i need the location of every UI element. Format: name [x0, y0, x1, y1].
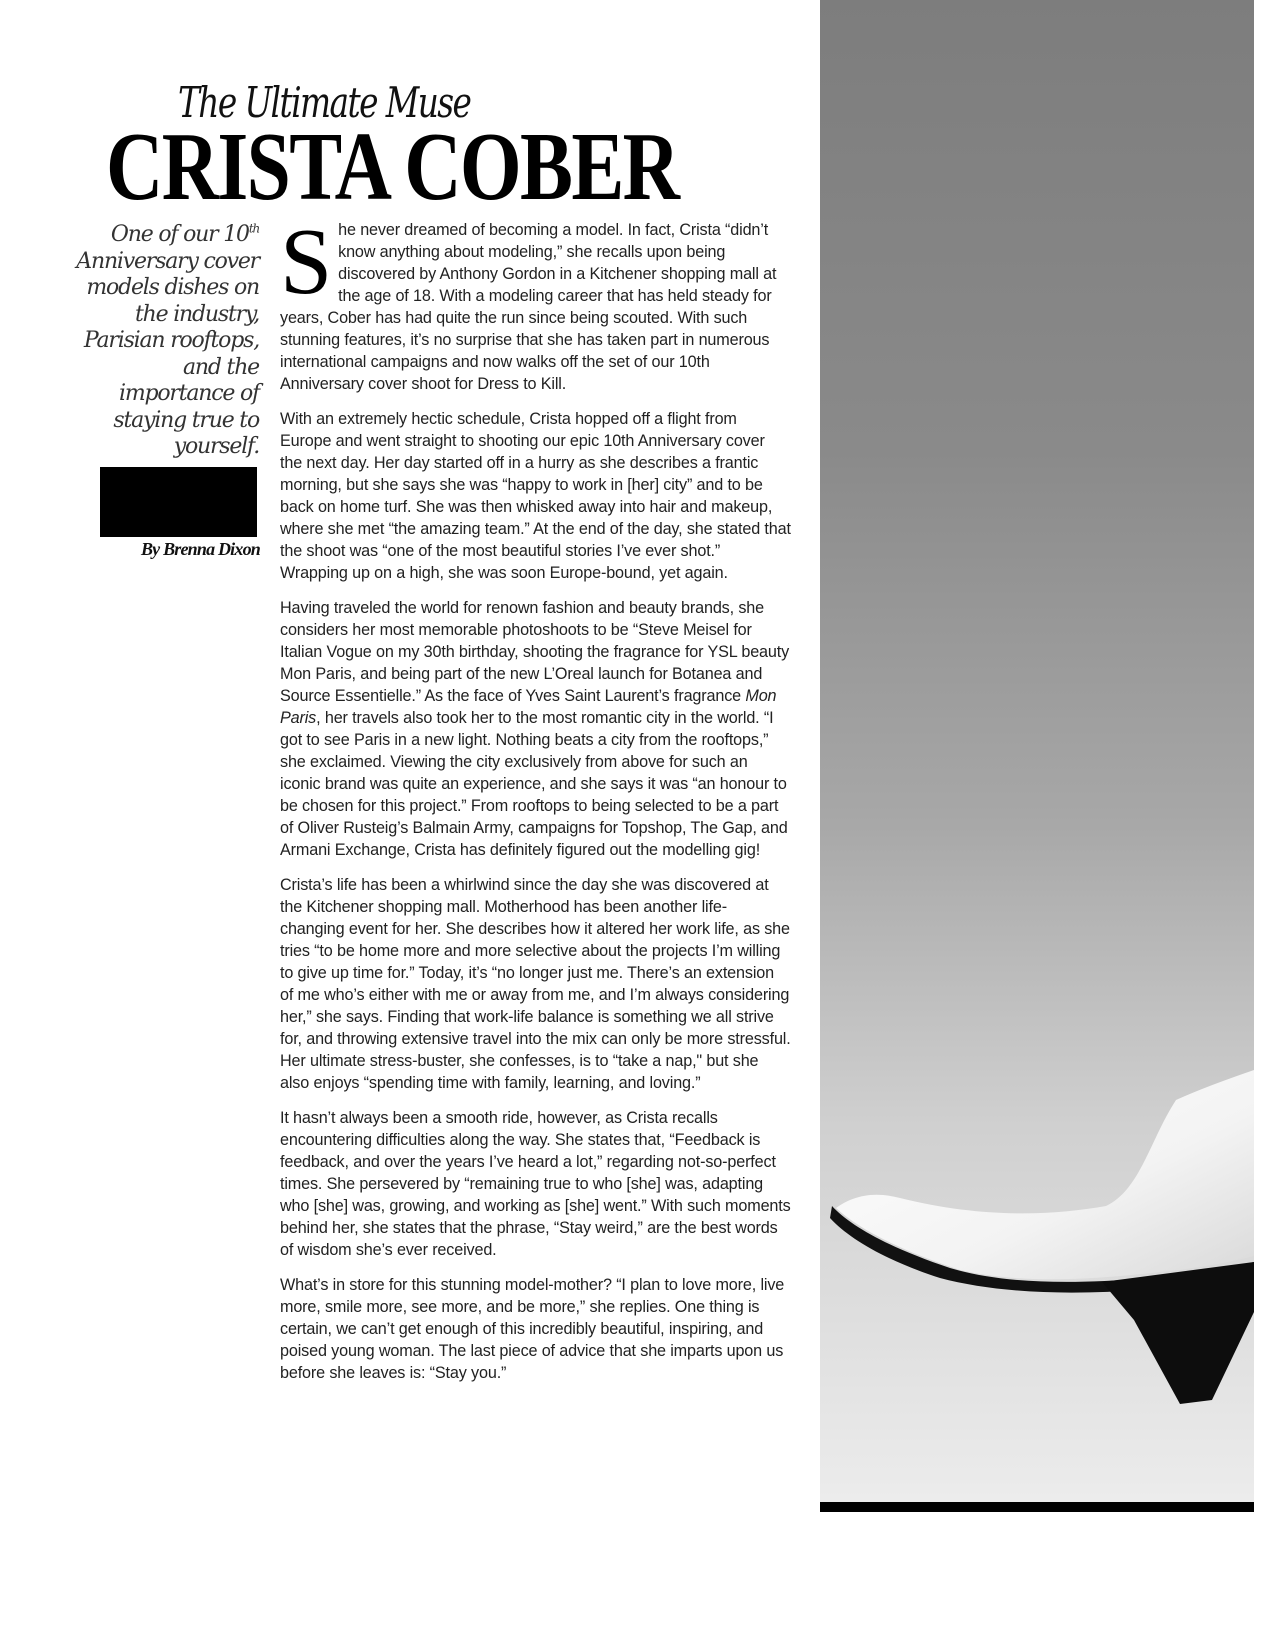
article-body	[280, 210, 791, 1397]
paragraph-4: Crista’s life has been a whirlwind since the day she was discovered at the Kitchener shopping mall. Motherhood has been another life-changing event for her. She describes how it altered her work life, as she tries “to be home more and more selective about the projects I’m willing to give up time for.” Today, it’s “no longer just me. There’s an extension of me who’s either with me or away from me, and I’m always considering her,” she says. Finding that work-life balance is something we all strive for, and throwing extensive travel into the mix can only be more stressful. Her ultimate stress-buster, she confesses, is to “take a nap," but she also enjoys “spending time with family, learning, and loving.”	[280, 876, 791, 1092]
paragraph-3	[280, 597, 791, 861]
deck-superscript: th	[248, 221, 259, 236]
headline: CRISTA COBER	[106, 113, 679, 221]
paragraph-5: It hasn’t always been a smooth ride, however, as Crista recalls encountering difficulties along the way. She states that, “Feedback is feedback, and over the years I’ve heard a lot,” regarding not-so-perfect times. She persevered by “remaining true to who [she] was, adapting who [she] was, growing, and working as [she] went.” With such moments behind her, she states that the phrase, “Stay weird,” are the best words of wisdom she’s ever received.	[280, 1109, 791, 1259]
paragraph-6: What’s in store for this stunning model-mother? “I plan to love more, live more, smile more, see more, and be more,” she replies. One thing is certain, we can’t get enough of this incredibly beautiful, inspiring, and poised young woman. The last piece of advice that she imparts upon us before she leaves is: “Stay you.”	[280, 1276, 785, 1382]
deck-text-rest: Anniversary cover models dishes on the industry, Parisian rooftops, and the importance of staying true to yourself.	[76, 248, 259, 459]
paragraph-3-text-a: Having traveled the world for renown fashion and beauty brands, she considers her most memorable photoshoots to be “Steve Meisel for Italian Vogue on my 30th birthday, shooting the fragrance for YSL beauty Mon Paris, and being part of the new L’Oreal launch for Botanea and Source Essentielle.” As the face of Yves Saint Laurent’s fragrance	[280, 599, 790, 705]
boot-photo	[820, 0, 1254, 1502]
fragrance-name: Mon Paris	[280, 687, 777, 727]
kicker: The Ultimate Muse	[178, 78, 471, 127]
paragraph-1-text: he never dreamed of becoming a model. In fact, Crista “didn’t know anything about modeling,” she recalls upon being discovered by Anthony Gordon in a Kitchener shopping mall at the age of 18. With a modeling career that has held steady for years, Cober has had quite the run since being scouted. With such stunning features, it’s no surprise that she has taken part in numerous international campaigns and now walks off the set of our 10th Anniversary cover shoot for Dress to Kill.	[280, 221, 777, 393]
paragraph-3-text-b: , her travels also took her to the most romantic city in the world. “I got to see Paris in a new light. Nothing beats a city from the rooftops,” she exclaimed. Viewing the city exclusively from above for such an iconic brand was quite an experience, and she says it was “an honour to be chosen for this project.” From rooftops to being selected to be a part of Oliver Rusteig’s Balmain Army, campaigns for Topshop, The Gap, and Armani Exchange, Crista has definitely figured out the modelling gig!	[280, 709, 788, 859]
boot-illustration	[820, 0, 1254, 1502]
boot-shape	[836, 1070, 1254, 1279]
boot-heel	[1102, 1262, 1254, 1404]
photo-bottom-bar	[820, 1502, 1254, 1512]
paragraph-1	[280, 210, 791, 395]
deck	[76, 222, 259, 461]
paragraph-2: With an extremely hectic schedule, Crista hopped off a flight from Europe and went straight to shooting our epic 10th Anniversary cover the next day. Her day started off in a hurry as she describes a frantic morning, but she says she was “happy to work in [her] city” and to be back on home turf. She was then whisked away into hair and makeup, where she met “the amazing team.” At the end of the day, she stated that the shoot was “one of the most beautiful stories I’ve ever shot.” Wrapping up on a high, she was soon Europe-bound, yet again.	[280, 410, 791, 582]
deck-text: One of our 10	[110, 222, 249, 247]
byline: By Brenna Dixon	[140, 539, 260, 559]
drop-cap: S	[280, 210, 333, 314]
redaction-block	[100, 467, 257, 537]
